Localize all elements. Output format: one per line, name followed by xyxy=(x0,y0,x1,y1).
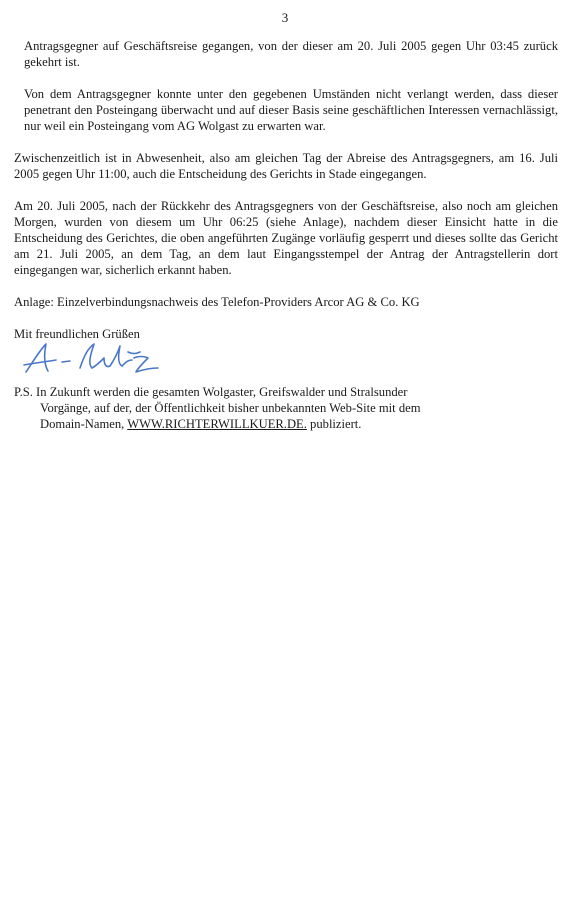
postscript-published: publiziert. xyxy=(310,417,362,431)
postscript-line-2: Vorgänge, auf der, der Öffentlichkeit bisher unbekannten Web-Site mit dem xyxy=(40,401,421,415)
website-link[interactable]: WWW.RICHTERWILLKUER.DE. xyxy=(127,417,307,431)
page-number: 3 xyxy=(281,10,289,25)
postscript-line-3 xyxy=(14,416,558,432)
paragraph-mail-monitoring: Von dem Antragsgegner konnte unter den gegebenen Umständen nicht verlangt werden, dass dieser penetrant den Posteingang überwacht und auf dieser Basis seine geschäftlichen Interessen vernachlässigt, nur weil ein Posteingang vom AG Wolgast zu erwarten war. xyxy=(24,87,558,133)
handwritten-signature xyxy=(20,338,170,378)
postscript-domain-label: Domain-Namen, xyxy=(40,417,125,431)
paragraph-court-decision: Zwischenzeitlich ist in Abwesenheit, also am gleichen Tag der Abreise des Antragsgegners, am 16. Juli 2005 gegen Uhr 11:00, auch die Entscheidung des Gerichts in Stade eingegangen. xyxy=(14,151,558,181)
paragraph-return-trip: Antragsgegner auf Geschäftsreise gegangen, von der dieser am 20. Juli 2005 gegen Uhr 03:45 zurück gekehrt ist. xyxy=(24,39,558,69)
paragraph-access-blocked: Am 20. Juli 2005, nach der Rückkehr des Antragsgegners von der Geschäftsreise, also noch am gleichen Morgen, wurden von diesem um Uhr 06:25 (siehe Anlage), nachdem dieser Einsicht hatte in die Entscheidung des Gerichtes, die oben angeführten Zugänge vorläufig gesperrt und dieses sollte das Gericht am 21. Juli 2005, an dem Tag, an dem laut Eingangsstempel der Antrag der Antragstellerin dort eingegangen war, sicherlich erkannt haben. xyxy=(14,199,558,277)
postscript-line-1: P.S. In Zukunft werden die gesamten Wolgaster, Greifswalder und Stralsunder xyxy=(14,385,408,399)
closing-greeting: Mit freundlichen Grüßen xyxy=(14,327,140,341)
letter-body xyxy=(14,38,558,432)
paragraph-attachment: Anlage: Einzelverbindungsnachweis des Telefon-Providers Arcor AG & Co. KG xyxy=(14,295,420,309)
